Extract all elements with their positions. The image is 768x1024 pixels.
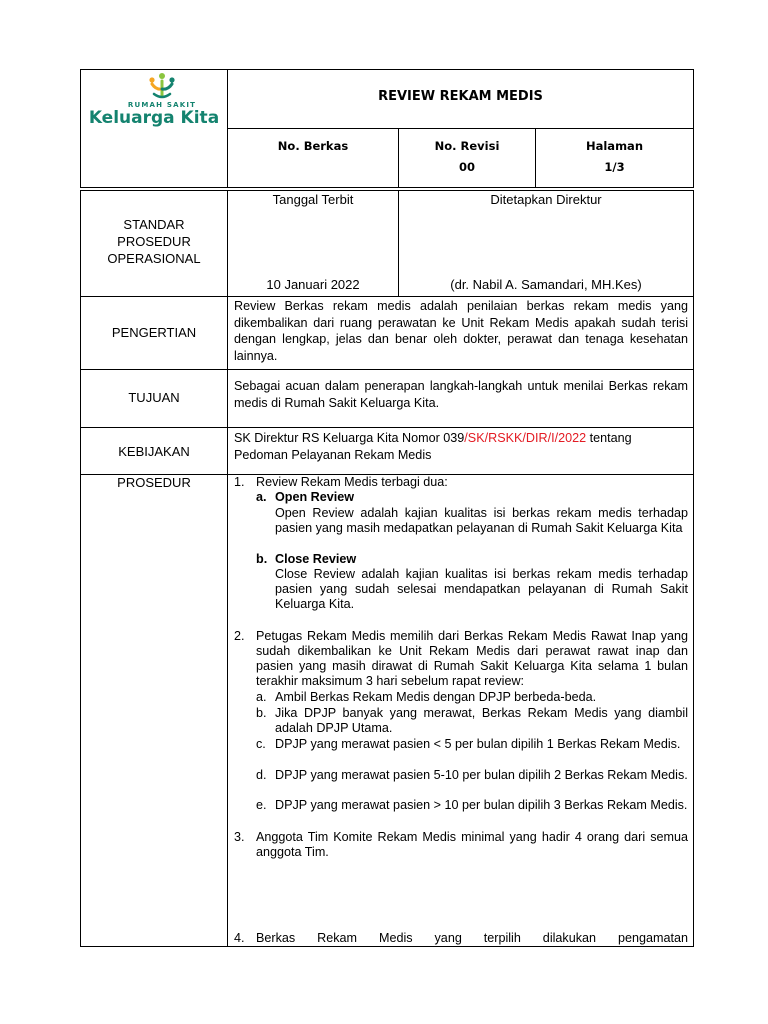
no-berkas-label: No. Berkas	[277, 139, 349, 153]
step1-a-label: a.	[256, 490, 267, 504]
halaman-label: Halaman	[585, 139, 644, 153]
step1-b-label: b.	[256, 552, 268, 566]
step1-number: 1.	[234, 475, 245, 489]
people-circle-logo-icon	[142, 72, 182, 100]
step1-a-title: Open Review	[275, 490, 355, 504]
step2-text: Petugas Rekam Medis memilih dari Berkas Rekam Medis Rawat Inap yang sudah dikembalikan ke Unit Rekam Medis dari perawat rawat inap dan pasien yang masih dirawat di Rumah Sakit Keluarga Kita selama 1 bulan terakhir maksimum 3 hari sebelum rapat review:	[256, 629, 688, 688]
tanggal-terbit-value: 10 Januari 2022	[266, 277, 360, 292]
step4-number: 4.	[234, 931, 245, 945]
no-revisi-label: No. Revisi	[434, 139, 500, 153]
step2-item-c-label: c.	[256, 737, 266, 751]
step2-item-b-label: b.	[256, 706, 267, 720]
kebijakan-label: KEBIJAKAN	[118, 444, 190, 459]
pengertian-label: PENGERTIAN	[111, 325, 197, 340]
logo-subtitle: RUMAH SAKIT	[127, 101, 197, 109]
ditetapkan-direktur-label: Ditetapkan Direktur	[490, 192, 602, 207]
tujuan-text: Sebagai acuan dalam penerapan langkah-langkah untuk menilai Berkas rekam medis di Rumah Sakit Keluarga Kita.	[234, 379, 688, 410]
step2-item-e-text: DPJP yang merawat pasien > 10 per bulan dipilih 3 Berkas Rekam Medis.	[275, 798, 688, 812]
tujuan-label: TUJUAN	[128, 390, 180, 405]
direktur-name: (dr. Nabil A. Samandari, MH.Kes)	[450, 277, 642, 292]
step2-item-b-text: Jika DPJP banyak yang merawat, Berkas Rekam Medis yang diambil adalah DPJP Utama.	[275, 706, 688, 735]
step2-number: 2.	[234, 629, 245, 643]
step1-b-title: Close Review	[275, 552, 357, 566]
step3-text: Anggota Tim Komite Rekam Medis minimal yang hadir 4 orang dari semua anggota Tim.	[256, 830, 688, 859]
step1-a-text: Open Review adalah kajian kualitas isi berkas rekam medis terhadap pasien yang masih medapatkan pelayanan di Rumah Sakit Keluarga Kita	[275, 506, 688, 535]
step2-item-a-label: a.	[256, 690, 267, 704]
step2-item-e-label: e.	[256, 798, 267, 812]
step2-item-a-text: Ambil Berkas Rekam Medis dengan DPJP berbeda-beda.	[275, 690, 597, 704]
step1-text: Review Rekam Medis terbagi dua:	[256, 475, 448, 489]
hospital-logo	[84, 72, 224, 128]
step4-text: Berkas Rekam Medis yang terpilih dilakukan pengamatan	[256, 931, 688, 945]
no-revisi-value: 00	[458, 160, 475, 174]
halaman-value: 1/3	[604, 160, 625, 174]
prosedur-label: PROSEDUR	[117, 475, 191, 490]
pengertian-text: Review Berkas rekam medis adalah penilaian berkas rekam medis yang dikembalikan dari ruang perawatan ke Unit Rekam Medis apakah sudah terisi dengan lengkap, jelas dan benar oleh dokter, perawat dan tenaga kesehatan lainnya.	[234, 299, 688, 363]
kebijakan-text: SK Direktur RS Keluarga Kita Nomor 039/SK/RSKK/DIR/I/2022 tentang Pedoman Pelayanan Rekam Medis	[234, 431, 632, 462]
document-title: REVIEW REKAM MEDIS	[378, 89, 543, 104]
sop-label: STANDAR PROSEDUR OPERASIONAL	[107, 217, 201, 266]
step2-item-c-text: DPJP yang merawat pasien < 5 per bulan dipilih 1 Berkas Rekam Medis.	[275, 737, 681, 751]
step3-number: 3.	[234, 830, 245, 844]
step2-item-d-text: DPJP yang merawat pasien 5-10 per bulan dipilih 2 Berkas Rekam Medis.	[275, 768, 688, 782]
logo-name: Keluarga Kita	[88, 108, 220, 128]
step2-item-d-label: d.	[256, 768, 267, 782]
step1-b-text: Close Review adalah kajian kualitas isi berkas rekam medis terhadap pasien yang sudah selesai mendapatkan pelayanan di Rumah Sakit Keluarga Kita.	[275, 567, 688, 611]
tanggal-terbit-label: Tanggal Terbit	[272, 192, 354, 207]
